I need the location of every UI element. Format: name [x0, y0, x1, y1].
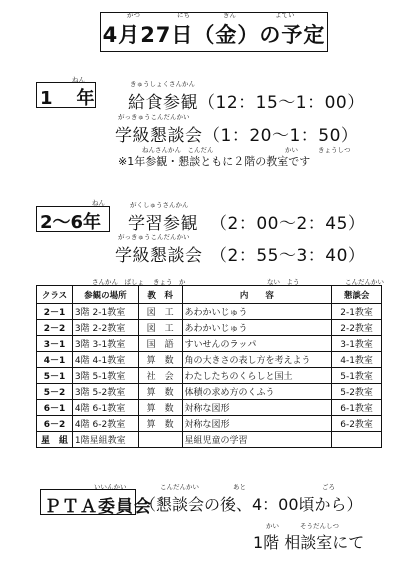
pta-time-note: （懇談会の後、4：00頃から） [140, 495, 363, 514]
cell-meeting: 6-1教室 [332, 400, 382, 416]
cell-content: すいせんのラッパ [182, 336, 332, 352]
event-ruby: きゅうしょくさんかん [130, 80, 195, 88]
pta-label: ＰＴＡ委員会 [44, 497, 152, 517]
cell-meeting: 2-1教室 [332, 304, 382, 320]
table-row [37, 368, 382, 384]
page-title: 4月27日（金）の予定 [102, 23, 326, 47]
header-meeting: 懇談会 [332, 286, 382, 304]
table-row [37, 416, 382, 432]
cell-meeting: 2-2教室 [332, 320, 382, 336]
pta-ruby: いいんかい [94, 483, 127, 491]
cell-subject: 算 数 [138, 384, 182, 400]
table-row [37, 432, 382, 448]
title-ruby: きん [223, 11, 236, 19]
cell-class: 5－2 [37, 384, 73, 400]
table-row [37, 320, 382, 336]
cell-meeting [332, 432, 382, 448]
cell-content: わたしたちのくらしと国土 [182, 368, 332, 384]
note-ruby: ねんさんかん こんだん [142, 146, 214, 154]
cell-meeting: 6-2教室 [332, 416, 382, 432]
cell-content: あわかいじゅう [182, 320, 332, 336]
pta-place-ruby: そうだんしつ [300, 522, 339, 530]
schedule-table [36, 285, 382, 448]
cell-place: 3階 2-2教室 [72, 320, 138, 336]
cell-content: 対称な図形 [182, 400, 332, 416]
cell-place: 4階 6-2教室 [72, 416, 138, 432]
event-ruby: がくしゅうさんかん [130, 201, 189, 209]
cell-place: 4階 6-1教室 [72, 400, 138, 416]
cell-content: 対称な図形 [182, 416, 332, 432]
cell-content: 星組児童の学習 [182, 432, 332, 448]
pta-after-ruby: あと [233, 483, 246, 491]
cell-class: 2－1 [37, 304, 73, 320]
header-ruby: さんかん ばしょ [92, 278, 144, 286]
cell-subject: 図 工 [138, 304, 182, 320]
grade1-event-time: （1：20〜1：50） [203, 126, 359, 146]
table-header-row [37, 286, 382, 304]
cell-place: 3階 5-1教室 [72, 368, 138, 384]
grade1-ruby: ねん [72, 76, 85, 84]
cell-class: 5－1 [37, 368, 73, 384]
cell-class: 2－2 [37, 320, 73, 336]
cell-place: 3階 5-2教室 [72, 384, 138, 400]
header-ruby: ない よう [267, 278, 300, 286]
cell-subject: 算 数 [138, 400, 182, 416]
header-place: 参観の場所 [72, 286, 138, 304]
cell-place: 1階星組教室 [72, 432, 138, 448]
grade26-label: 2〜6年 [40, 212, 102, 233]
title-ruby: よてい [275, 11, 295, 19]
table-row [37, 304, 382, 320]
cell-class: 3－1 [37, 336, 73, 352]
pta-place: 1階 相談室にて [253, 533, 365, 552]
cell-content: あわかいじゅう [182, 304, 332, 320]
pta-after-ruby: こんだんかい [160, 483, 199, 491]
cell-meeting: 3-1教室 [332, 336, 382, 352]
grade26-ruby: ねん [92, 199, 105, 207]
header-class: クラス [37, 286, 73, 304]
grade1-note: ※1年参観・懇談ともに２階の教室です [118, 155, 311, 168]
cell-content: 体積の求め方のくふう [182, 384, 332, 400]
cell-subject: 図 工 [138, 320, 182, 336]
cell-subject: 国 語 [138, 336, 182, 352]
grade26-event-time: （2：55〜3：40） [210, 246, 366, 266]
cell-place: 4階 4-1教室 [72, 352, 138, 368]
table-row [37, 352, 382, 368]
title-ruby: にち [177, 11, 190, 19]
cell-subject: 社 会 [138, 368, 182, 384]
header-ruby: こんだんかい [345, 278, 384, 286]
pta-after-ruby: ごろ [322, 483, 335, 491]
event-ruby: がっきゅうこんだんかい [118, 113, 190, 121]
cell-meeting: 5-1教室 [332, 368, 382, 384]
event-ruby: がっきゅうこんだんかい [118, 233, 190, 241]
cell-subject: 算 数 [138, 416, 182, 432]
grade1-event-name: 学級懇談会 [115, 126, 203, 146]
cell-subject [138, 432, 182, 448]
cell-meeting: 5-2教室 [332, 384, 382, 400]
cell-class: 4－1 [37, 352, 73, 368]
pta-place-ruby: かい [266, 522, 279, 530]
cell-content: 角の大きさの表し方を考えよう [182, 352, 332, 368]
cell-place: 3階 3-1教室 [72, 336, 138, 352]
cell-class: 6－2 [37, 416, 73, 432]
table-row [37, 336, 382, 352]
table-row [37, 384, 382, 400]
cell-class: 6－1 [37, 400, 73, 416]
title-ruby: がつ [127, 11, 140, 19]
grade26-event-time: （2：00〜2：45） [210, 214, 366, 234]
grade1-label: 1 年 [40, 88, 98, 109]
grade26-event-name: 学級懇談会 [115, 246, 203, 266]
grade26-event-name: 学習参観 [128, 214, 198, 234]
header-subject: 教 科 [138, 286, 182, 304]
cell-place: 3階 2-1教室 [72, 304, 138, 320]
header-ruby: きょう か [153, 278, 186, 286]
cell-subject: 算 数 [138, 352, 182, 368]
cell-class: 星 組 [37, 432, 73, 448]
note-ruby: かい [285, 146, 298, 154]
grade1-event-name: 給食参観 [128, 93, 198, 113]
grade1-event-time: （12：15〜1：00） [198, 93, 365, 113]
table-row [37, 400, 382, 416]
cell-meeting: 4-1教室 [332, 352, 382, 368]
note-ruby: きょうしつ [318, 146, 351, 154]
header-content: 内 容 [182, 286, 332, 304]
